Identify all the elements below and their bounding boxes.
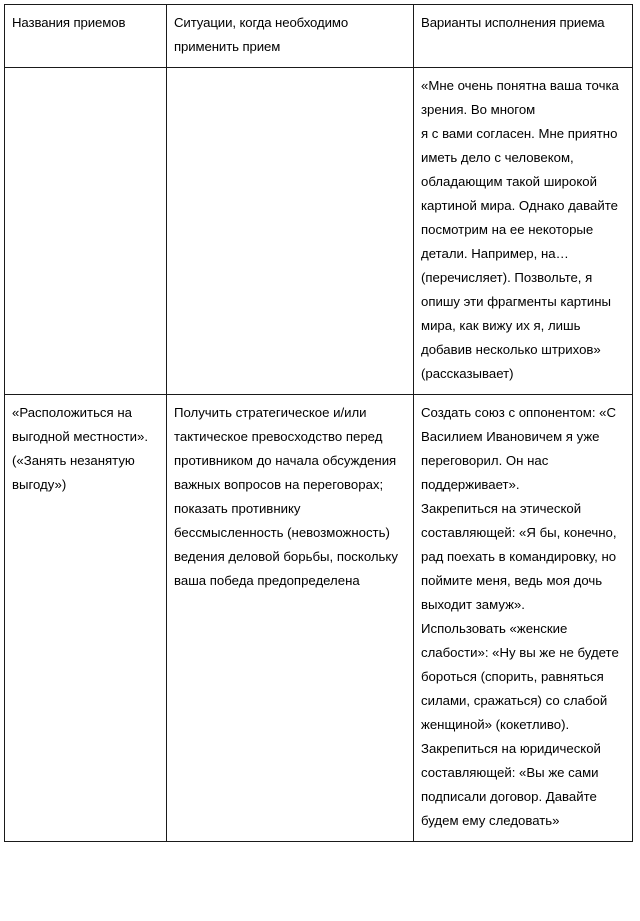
paragraph: показать противнику бессмысленность (невозможность) ведения деловой борьбы, поскольку ваша победа предопределена	[174, 501, 398, 588]
cell-situation-continued	[167, 68, 414, 395]
column-header-variants-label: Варианты исполнения приема	[421, 15, 605, 30]
cell-name	[5, 395, 167, 842]
column-header-name	[5, 5, 167, 68]
paragraph: Получить стратегическое и/или тактическое превосходство перед противником до начала обсуждения важных вопросов на переговорах;	[174, 405, 397, 492]
cell-variants	[414, 395, 633, 842]
cell-name-continued	[5, 68, 167, 395]
column-header-name-label: Названия приемов	[12, 15, 126, 30]
cell-situation	[167, 395, 414, 842]
paragraph: «Мне очень понятна ваша точка зрения. Во многом	[421, 78, 619, 117]
paragraph: Использовать «женские слабости»: «Ну вы же не будете бороться (спорить, равняться силами, сражаться) со слабой женщиной» (кокетливо).	[421, 621, 619, 732]
paragraph: Создать союз с оппонентом: «С Василием Ивановичем я уже переговорил. Он нас поддерживает».	[421, 405, 617, 492]
table-header	[5, 5, 633, 68]
column-header-variants	[414, 5, 633, 68]
paragraph: «Расположиться на выгодной местности».	[12, 405, 149, 444]
paragraph: Закрепиться на юридической составляющей: «Вы же сами подписали договор. Давайте будем ему следовать»	[421, 741, 601, 828]
paragraph: я с вами согласен. Мне приятно иметь дело с человеком, обладающим такой широкой картиной мира. Однако давайте посмотрим на ее некоторые детали. Например, на… (перечисляет). Позвольте, я опишу эти фрагменты картины мира, как вижу их я, лишь добавив несколько штрихов» (рассказывает)	[421, 126, 618, 381]
negotiation-tactics-table	[4, 4, 633, 842]
table-row	[5, 395, 633, 842]
table-body	[5, 68, 633, 842]
table-row	[5, 68, 633, 395]
column-header-situation	[167, 5, 414, 68]
paragraph: («Занять незанятую выгоду»)	[12, 453, 135, 492]
paragraph: Закрепиться на этической составляющей: «Я бы, конечно, рад поехать в командировку, но поймите меня, ведь моя дочь выходит замуж».	[421, 501, 617, 612]
table-header-row	[5, 5, 633, 68]
column-header-situation-label: Ситуации, когда необходимо применить прием	[174, 15, 349, 54]
cell-variants-continued	[414, 68, 633, 395]
